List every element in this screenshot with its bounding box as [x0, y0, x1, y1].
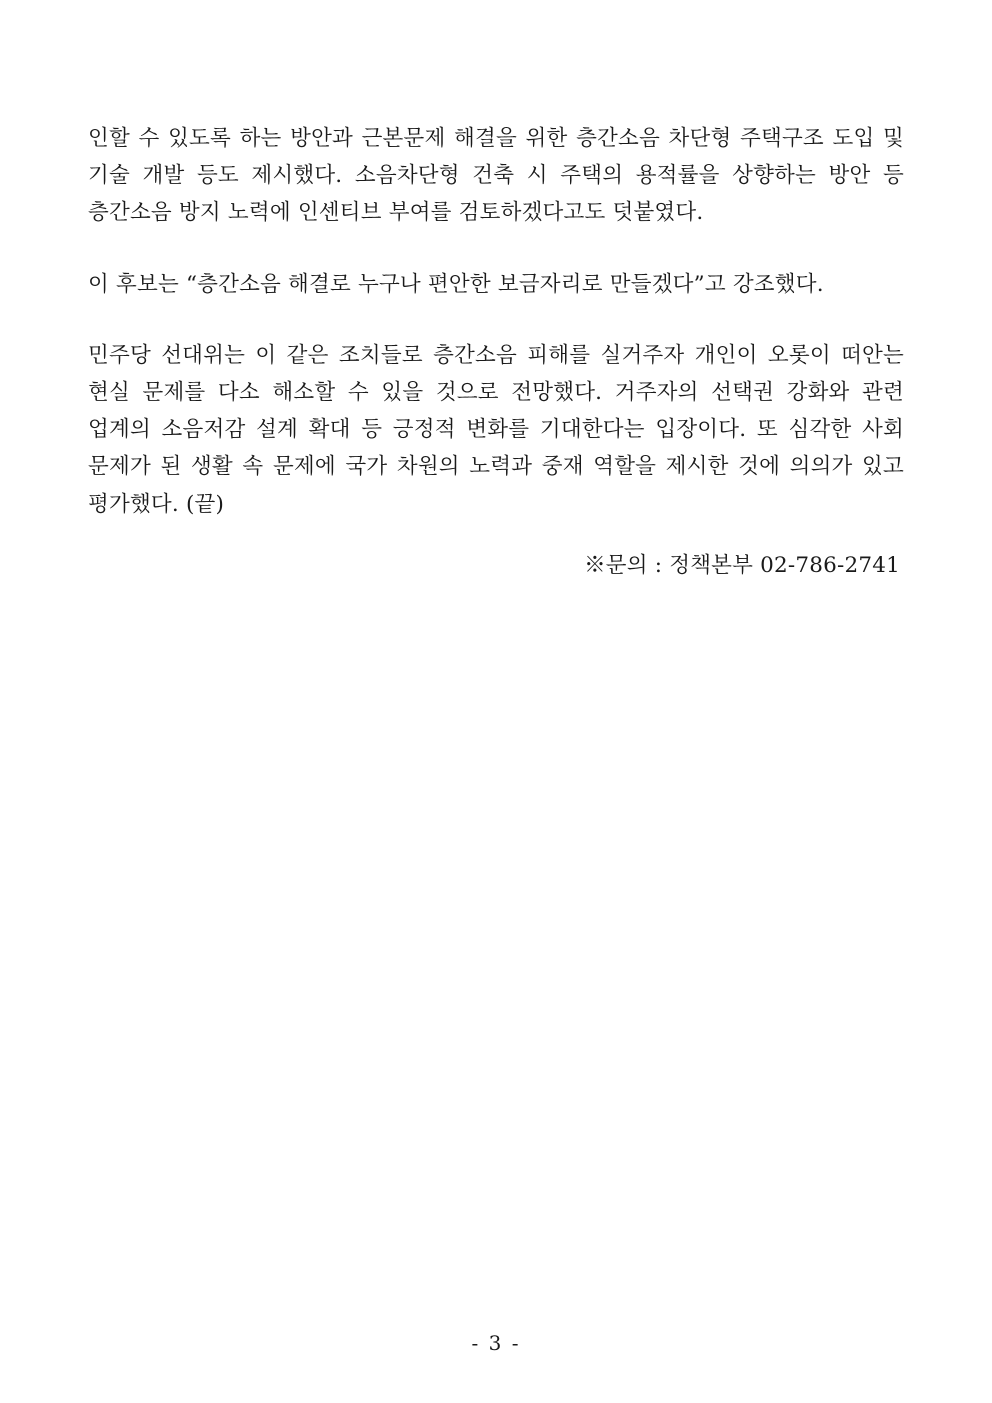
- contact-info: ※문의 : 정책본부 02-786-2741: [584, 552, 900, 578]
- page-number: - 3 -: [471, 1331, 521, 1355]
- paragraph-2: 이 후보는 “층간소음 해결로 누구나 편안한 보금자리로 만들겠다”고 강조했다.: [88, 271, 824, 297]
- paragraph-1: 인할 수 있도록 하는 방안과 근본문제 해결을 위한 층간소음 차단형 주택구조 도입 및 기술 개발 등도 제시했다. 소음차단형 건축 시 주택의 용적률을 상향하는 방안 등 층간소음 방지 노력에 인센티브 부여를 검토하겠다고도 덧붙였다.: [88, 126, 904, 226]
- paragraph-3: 민주당 선대위는 이 같은 조치들로 층간소음 피해를 실거주자 개인이 오롯이 떠안는 현실 문제를 다소 해소할 수 있을 것으로 전망했다. 거주자의 선택권 강화와 관련 업계의 소음저감 설계 확대 등 긍정적 변화를 기대한다는 입장이다. 또 심각한 사회 문제가 된 생활 속 문제에 국가 차원의 노력과 중재 역할을 제시한 것에 의의가 있고 평가했다. (끝): [88, 342, 904, 517]
- document-body: [88, 120, 904, 583]
